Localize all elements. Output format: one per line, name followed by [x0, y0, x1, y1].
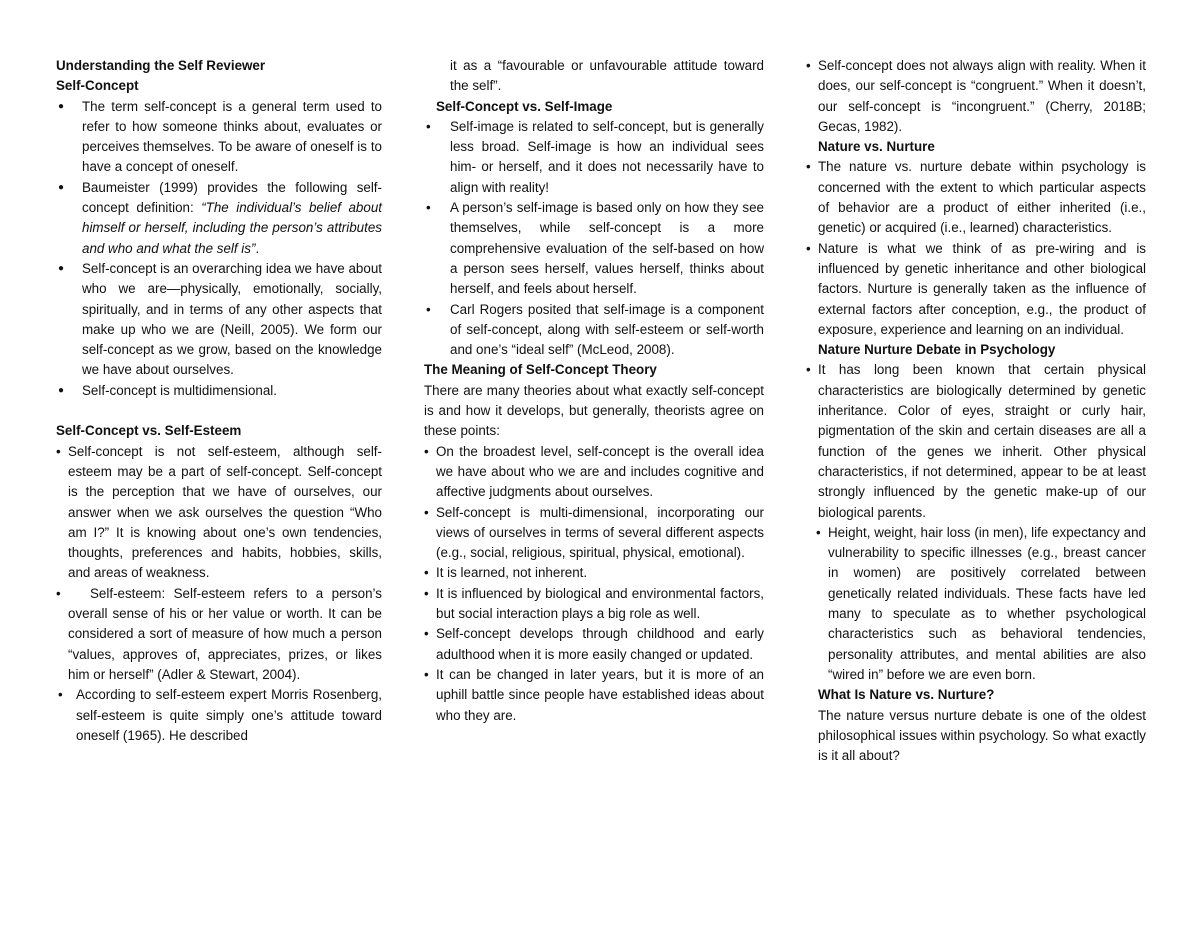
- heading-self-esteem: Self-Concept vs. Self-Esteem: [56, 423, 242, 439]
- bullet-icon: •: [816, 524, 821, 540]
- list-item: ● Self-concept is an overarching idea we have about who we are—physically, emotionally, socially, spiritually, and in terms of any other aspects that make up who we are (Neill, 2005). We form our self-concept as we grow, based on the knowledge we have about ourselves.: [58, 260, 382, 378]
- list-item: • Self-concept is not self-esteem, although self-esteem may be a part of self-concept. Self-concept is the perception that we have of ourselves, our answer when we ask ourselves the question “Who am I?” It is knowing about one’s own tendencies, thoughts, preferences and habits, hobbies, skills, and areas of weakness.: [56, 443, 382, 581]
- heading-self-image: Self-Concept vs. Self-Image: [436, 98, 613, 114]
- paragraph: There are many theories about what exactly self-concept is and how it develops, but generally, theorists agree on these points:: [424, 382, 764, 439]
- bullet-icon: •: [58, 687, 63, 703]
- list-item: • Self-image is related to self-concept, but is generally less broad. Self-image is how an individual sees him- or herself, and it does not necessarily have to align with reality!: [426, 118, 764, 195]
- bullet-icon: •: [424, 666, 429, 682]
- list-item: • On the broadest level, self-concept is the overall idea we have about who we are and includes cognitive and affective judgments about ourselves.: [424, 443, 764, 500]
- column-2: [424, 56, 764, 726]
- paragraph: The nature versus nurture debate is one of the oldest philosophical issues within psychology. So what exactly is it all about?: [818, 707, 1146, 764]
- bullet-icon: ●: [58, 181, 65, 193]
- bullet-icon: •: [426, 118, 431, 134]
- heading-nature-nurture: Nature vs. Nurture: [818, 139, 935, 155]
- list-item: • A person’s self-image is based only on how they see themselves, while self-concept is a more comprehensive evaluation of the self-based on how a person sees herself, values herself, thinks about herself, and feels about herself.: [426, 200, 764, 297]
- column-1: [56, 56, 382, 746]
- list-item: • According to self-esteem expert Morris Rosenberg, self-esteem is quite simply one’s attitude toward oneself (1965). He described: [58, 687, 382, 743]
- list-item: • Height, weight, hair loss (in men), life expectancy and vulnerability to specific illnesses (e.g., breast cancer in women) are positively correlated between genetically related individuals. These facts have led many to speculate as to whether psychological characteristics such as behavioral tendencies, personality attributes, and mental abilities are also “wired in” before we are even born.: [816, 524, 1146, 682]
- bullet-icon: •: [426, 301, 431, 317]
- document-title: Understanding the Self Reviewer: [56, 58, 266, 73]
- bullet-icon: •: [56, 585, 61, 601]
- list-item: • It is influenced by biological and environmental factors, but social interaction plays a big role as well.: [424, 585, 764, 622]
- list-item: • Carl Rogers posited that self-image is a component of self-concept, along with self-esteem or self-worth and one’s “ideal self” (McLeod, 2008).: [426, 301, 764, 358]
- list-item: • It is learned, not inherent.: [424, 563, 764, 583]
- list-item: ● Self-concept is multidimensional.: [56, 381, 382, 401]
- bullet-icon: •: [806, 159, 811, 175]
- bullet-icon: •: [56, 443, 61, 459]
- bullet-icon: ●: [58, 262, 65, 274]
- heading-what-is: What Is Nature vs. Nurture?: [818, 687, 995, 703]
- bullet-icon: •: [424, 565, 429, 581]
- bullet-icon: •: [806, 240, 811, 256]
- list-item: • Self-esteem: Self-esteem refers to a person’s overall sense of his or her value or worth. It can be considered a sort of measure of how much a person “values, approves of, appreciates, prizes, or likes him or herself” (Adler & Stewart, 2004).: [56, 585, 382, 682]
- bullet-icon: •: [426, 200, 431, 216]
- heading-self-concept: Self-Concept: [56, 78, 139, 94]
- continued-text: it as a “favourable or unfavourable attitude toward the self”.: [450, 58, 764, 94]
- list-item: ● Baumeister (1999) provides the following self-concept definition: “The individual’s belief about himself or herself, including the person’s attributes and who and what the self is”.: [58, 179, 382, 256]
- bullet-icon: ●: [58, 384, 65, 396]
- list-item: • Self-concept does not always align with reality. When it does, our self-concept is “congruent.” When it doesn’t, our self-concept is “incongruent.” (Cherry, 2018B; Gecas, 1982).: [806, 58, 1146, 134]
- bullet-icon: •: [424, 443, 429, 459]
- list-item: • It can be changed in later years, but it is more of an uphill battle since people have established ideas about who they are.: [424, 666, 764, 723]
- list-item: • Self-concept is multi-dimensional, incorporating our views of ourselves in terms of several different aspects (e.g., social, religious, spiritual, physical, emotional).: [424, 504, 764, 561]
- definition-quote: “The individual’s belief about himself or herself, including the person’s attributes and who and what the self is”: [82, 200, 382, 256]
- list-item: ● The term self-concept is a general term used to refer to how someone thinks about, evaluates or perceives themselves. To be aware of oneself is to have a concept of oneself.: [58, 98, 382, 175]
- bullet-icon: •: [806, 58, 811, 73]
- list-item: • The nature vs. nurture debate within psychology is concerned with the extent to which particular aspects of behavior are a product of either inherited (i.e., genetic) or acquired (i.e., learned) characteristics.: [806, 159, 1146, 236]
- bullet-icon: •: [424, 585, 429, 601]
- bullet-icon: ●: [58, 100, 65, 112]
- heading-debate: Nature Nurture Debate in Psychology: [818, 342, 1056, 358]
- list-item: • Nature is what we think of as pre-wiring and is influenced by genetic inheritance and other biological factors. Nurture is generally taken as the influence of external factors after conception, e.g., the product of exposure, experience and learning on an individual.: [806, 240, 1146, 337]
- bullet-icon: •: [424, 504, 429, 520]
- bullet-icon: •: [424, 626, 429, 642]
- column-3: [806, 56, 1146, 766]
- bullet-icon: •: [806, 362, 811, 378]
- heading-theory: The Meaning of Self-Concept Theory: [424, 362, 657, 378]
- list-item: • It has long been known that certain physical characteristics are biologically determined by genetic inheritance. Color of eyes, straight or curly hair, pigmentation of the skin and certain diseases are all a function of the genes we inherit. Other physical characteristics, if not determined, appear to be at least strongly influenced by the genetic make-up of our biological parents.: [806, 362, 1146, 520]
- list-item: • Self-concept develops through childhood and early adulthood when it is more easily changed or updated.: [424, 626, 764, 662]
